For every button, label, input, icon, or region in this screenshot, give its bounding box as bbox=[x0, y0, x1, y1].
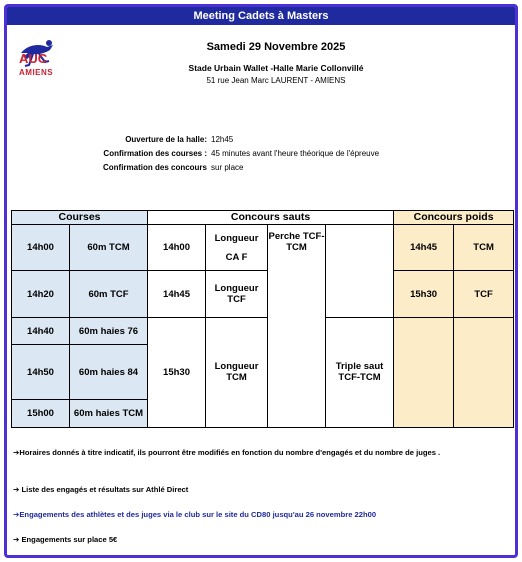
course-event: 60m TCM bbox=[70, 224, 148, 271]
course-time: 14h50 bbox=[12, 345, 70, 400]
saut-event-line2: CA F bbox=[225, 251, 248, 263]
info-label-concours: Confirmation des concours bbox=[102, 163, 207, 172]
course-time: 14h40 bbox=[12, 317, 70, 345]
note-engagements-place: ➔ Engagements sur place 5€ bbox=[13, 535, 118, 544]
poids-event: TCF bbox=[454, 271, 514, 318]
logo-subtext: AMIENS bbox=[19, 68, 54, 77]
course-time: 14h00 bbox=[12, 224, 70, 271]
saut-time: 14h00 bbox=[148, 224, 206, 271]
header-poids: Concours poids bbox=[394, 211, 514, 225]
empty-cell bbox=[326, 224, 394, 317]
saut-event: Longueur TCM bbox=[206, 317, 268, 427]
triple-event: Triple saut TCF-TCM bbox=[326, 317, 394, 427]
header-courses: Courses bbox=[12, 211, 148, 225]
empty-cell bbox=[394, 317, 454, 427]
course-event: 60m haies TCM bbox=[70, 400, 148, 428]
perche-event: Perche TCF-TCM bbox=[268, 224, 326, 427]
schedule-table bbox=[11, 210, 514, 428]
info-label-courses: Confirmation des courses : bbox=[103, 149, 207, 158]
poids-time: 15h30 bbox=[394, 271, 454, 318]
note-indicative: ➔Horaires donnés à titre indicatif, ils pourront être modifiés en fonction du nombre d'engagés et du nombre de juges . bbox=[13, 448, 441, 457]
saut-time: 15h30 bbox=[148, 317, 206, 427]
info-value-courses: 45 minutes avant l'heure théorique de l'épreuve bbox=[211, 149, 380, 158]
course-event: 60m haies 76 bbox=[70, 317, 148, 345]
page-title: Meeting Cadets à Masters bbox=[7, 7, 515, 25]
event-address: 51 rue Jean Marc LAURENT - AMIENS bbox=[206, 76, 346, 85]
info-label-opening: Ouverture de la halle: bbox=[125, 135, 207, 144]
poids-event: TCM bbox=[454, 224, 514, 271]
header-sauts: Concours sauts bbox=[148, 211, 394, 225]
course-event: 60m TCF bbox=[70, 271, 148, 318]
saut-event-line1: Longueur bbox=[214, 232, 259, 244]
note-athle-direct: ➔ Liste des engagés et résultats sur Athlé Direct bbox=[13, 485, 189, 494]
logo-text: AUC bbox=[19, 51, 48, 66]
course-event: 60m haies 84 bbox=[70, 345, 148, 400]
course-time: 14h20 bbox=[12, 271, 70, 318]
poids-time: 14h45 bbox=[394, 224, 454, 271]
saut-time: 14h45 bbox=[148, 271, 206, 318]
info-value-concours: sur place bbox=[211, 163, 244, 172]
info-value-opening: 12h45 bbox=[211, 135, 234, 144]
course-time: 15h00 bbox=[12, 400, 70, 428]
poster-frame bbox=[4, 4, 518, 558]
empty-cell bbox=[454, 317, 514, 427]
note-engagements-cd80: ➔Engagements des athlètes et des juges via le club sur le site du CD80 jusqu'au 26 novembre 22h00 bbox=[13, 510, 377, 519]
event-date: Samedi 29 Novembre 2025 bbox=[206, 41, 346, 53]
event-venue: Stade Urbain Wallet -Halle Marie Collonvillé bbox=[188, 63, 364, 73]
saut-event bbox=[206, 224, 268, 271]
saut-event: Longueur TCF bbox=[206, 271, 268, 318]
